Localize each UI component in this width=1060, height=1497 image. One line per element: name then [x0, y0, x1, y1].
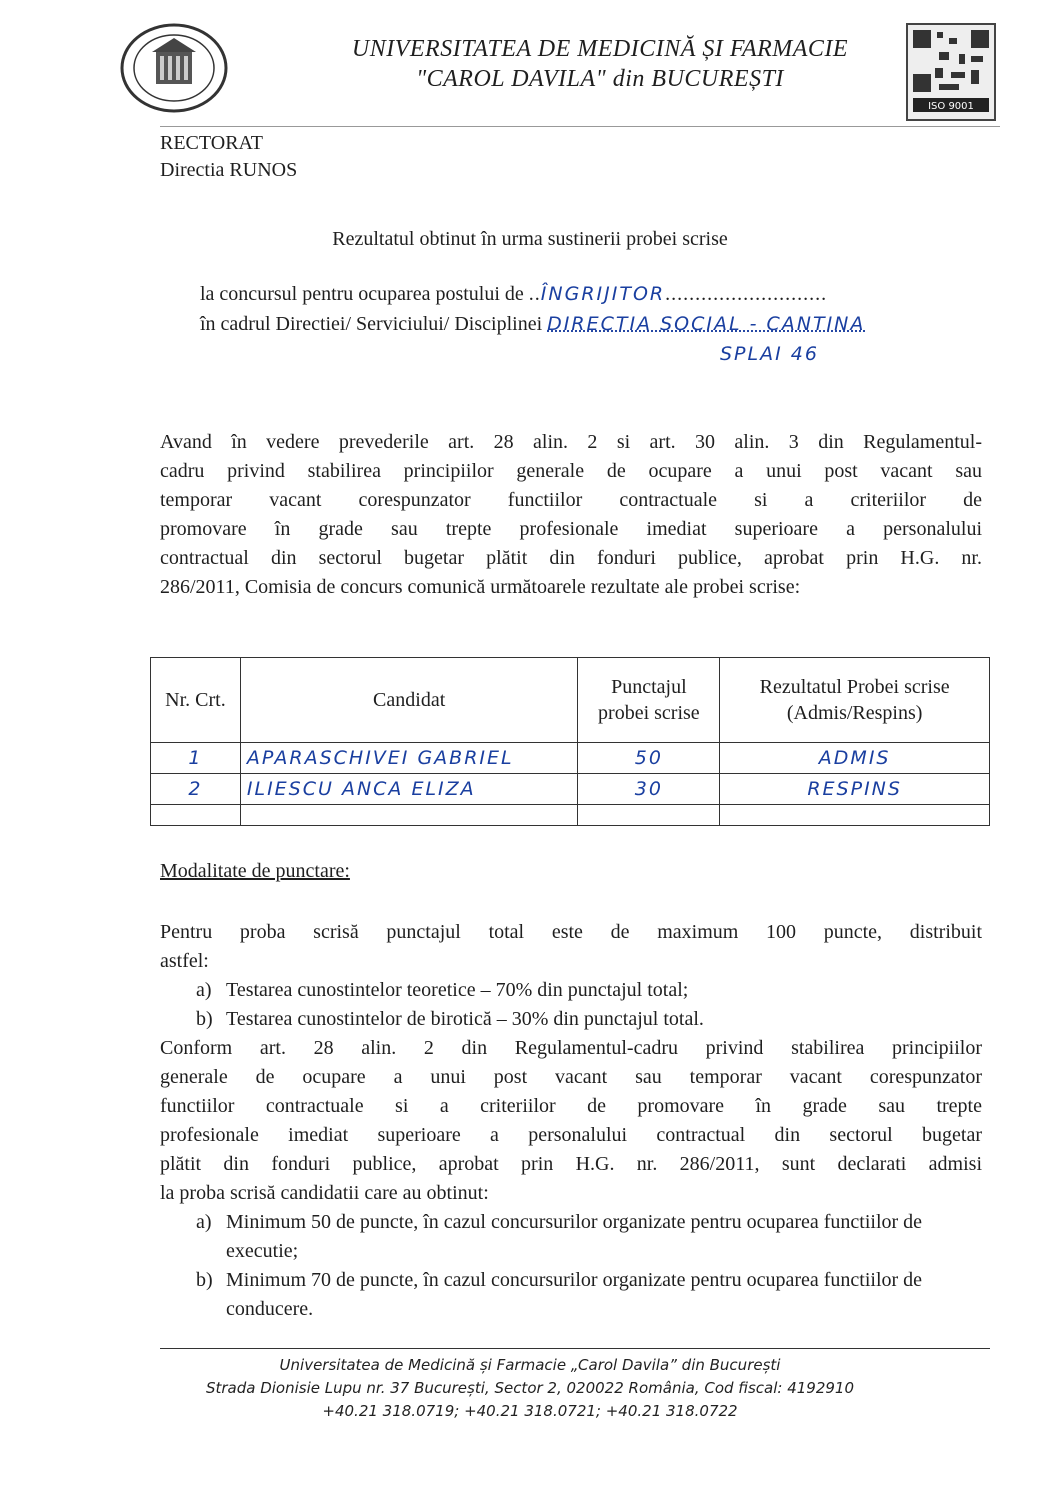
list-item: b) Minimum 70 de puncte, în cazul concursurilor organizate pentru ocuparea functiilor de conducere.: [196, 1269, 923, 1320]
scoring-intro: Pentru proba scrisă punctajul total este de maximum 100 puncte, distribuit astfel:: [160, 921, 982, 972]
header-rezultat: Rezultatul Probei scrise (Admis/Respins): [720, 658, 990, 743]
scoring-heading: Modalitate de punctare:: [160, 860, 350, 882]
results-table: [150, 657, 990, 826]
intro-paragraph: Avand în vedere prevederile art. 28 alin. 2 si art. 30 alin. 3 din Regulamentul- cadru privind stabilirea principiilor generale de ocupare a unui post vacant sau temporar vacant corespunzator functiilor contractuale si a criteriilor de promovare în grade sau trepte profesionale imediat superioare a personalului contractual din sectorul bugetar plătit din fonduri publice, aprobat prin H.G. nr. 286/2011, Comisia de concurs comunică următoarele rezultate ale probei scrise:: [160, 431, 982, 598]
table-row: 2 ILIESCU ANCA ELIZA 30 RESPINS: [151, 774, 990, 805]
minimum-list: [196, 1208, 986, 1324]
university-seal-icon: [118, 22, 230, 114]
table-row: [151, 805, 990, 826]
footer-phones: +40.21 318.0719; +40.21 318.0721; +40.21 318.0722: [322, 1402, 738, 1420]
iso-label: ISO 9001: [928, 101, 974, 112]
rectorat-label: RECTORAT: [160, 132, 263, 154]
directia-label: Directia RUNOS: [160, 159, 298, 181]
list-item: a) Testarea cunostintelor teoretice – 70% din punctajul total;: [196, 979, 689, 1001]
header-divider: [160, 126, 1000, 127]
table-row: 1 APARASCHIVEI GABRIEL 50 ADMIS: [151, 743, 990, 774]
table-header-row: [151, 658, 990, 743]
department-value-2: SPLAI 46: [720, 343, 819, 365]
header-candidat: Candidat: [240, 658, 578, 743]
list-item: a) Minimum 50 de puncte, în cazul concursurilor organizate pentru ocuparea functiilor de executie;: [196, 1211, 923, 1262]
post-value: ÎNGRIJITOR: [540, 283, 666, 305]
scoring-list: [196, 976, 986, 1034]
list-item: b) Testarea cunostintelor de birotică – 30% din punctajul total.: [196, 1008, 704, 1030]
footer-address: Strada Dionisie Lupu nr. 37 București, Sector 2, 020022 România, Cod fiscal: 4192910: [205, 1379, 855, 1397]
footer: [0, 1354, 1060, 1423]
footer-divider: [160, 1348, 990, 1349]
header-punctaj: Punctajul probei scrise: [578, 658, 720, 743]
footer-university: Universitatea de Medicină și Farmacie „Carol Davila” din București: [279, 1356, 781, 1374]
post-line: la concursul pentru ocuparea postului de ..ÎNGRIJITOR...........................: [200, 283, 828, 305]
conform-paragraph: Conform art. 28 alin. 2 din Regulamentul-cadru privind stabilirea principiilor generale de ocupare a unui post vacant sau temporar vacant corespunzator functiilor contractuale si a criteriilor de promovare în grade sau trepte profesionale imediat superioare a personalului contractual din sectorul bugetar plătit din fonduri publice, aprobat prin H.G. nr. 286/2011, sunt declarati admisi la proba scrisă candidatii care au obtinut:: [160, 1037, 982, 1204]
document-title: Rezultatul obtinut în urma sustinerii probei scrise: [332, 228, 728, 250]
department-block: [160, 130, 297, 184]
department-value: DIRECTIA SOCIAL - CANTINA: [547, 313, 866, 335]
department-line: în cadrul Directiei/ Serviciului/ Disciplinei DIRECTIA SOCIAL - CANTINA: [200, 313, 866, 335]
header-nr: Nr. Crt.: [151, 658, 241, 743]
iso-certification-stamp-icon: [905, 22, 997, 122]
university-name: UNIVERSITATEA DE MEDICINĂ ȘI FARMACIE "CAROL DAVILA" din BUCUREȘTI: [351, 36, 849, 92]
